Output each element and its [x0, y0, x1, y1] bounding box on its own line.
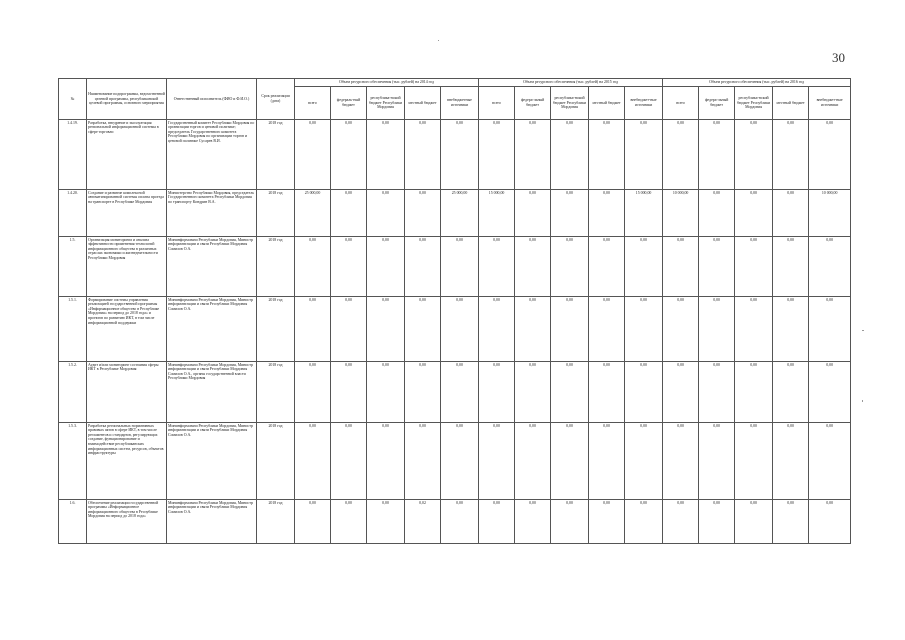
value-cell: 0,00 [663, 237, 699, 297]
table-row [59, 500, 851, 544]
table-row [59, 120, 851, 190]
row-number: 1.5.2. [59, 362, 87, 423]
value-cell: 0,00 [441, 500, 479, 544]
value-cell: 0,00 [331, 120, 367, 190]
header-group-2015: Объем ресурсного обеспечения (тыс. рублей) на 2015 год [479, 79, 663, 87]
value-cell: 0,00 [479, 120, 515, 190]
page-number: 30 [832, 50, 845, 65]
value-cell: 0,02 [405, 500, 441, 544]
row-number: 1.5. [59, 237, 87, 297]
value-cell: 0,00 [663, 500, 699, 544]
value-cell: 0,00 [589, 362, 625, 423]
scan-mark [862, 400, 863, 402]
value-cell: 0,00 [699, 423, 735, 500]
value-cell: 0,00 [405, 423, 441, 500]
subheader-2014: внебюджетные источники [441, 87, 479, 120]
scan-mark [438, 40, 439, 41]
value-cell: 0,00 [367, 500, 405, 544]
value-cell: 0,00 [441, 297, 479, 362]
value-cell: 0,00 [295, 423, 331, 500]
subheader-2016: республика-нский бюджет Республики Мордовия [735, 87, 773, 120]
row-name: Аудит и/или мониторинг состояния сферы ИКТ в Республике Мордовия [87, 362, 167, 423]
value-cell: 0,00 [625, 237, 663, 297]
row-number: 1.6. [59, 500, 87, 544]
value-cell: 15 000,00 [479, 190, 515, 237]
value-cell: 0,00 [773, 423, 809, 500]
value-cell: 0,00 [663, 297, 699, 362]
value-cell: 0,00 [735, 297, 773, 362]
value-cell: 0,00 [441, 362, 479, 423]
value-cell: 0,00 [295, 500, 331, 544]
value-cell: 0,00 [625, 120, 663, 190]
header-group-2016: Объем ресурсного обеспечения (тыс. рублей) на 2016 год [663, 79, 851, 87]
row-name: Разработка, внедрение и эксплуатация региональной информационной системы в сфере торговли [87, 120, 167, 190]
subheader-2016: внебюджет-ные источники [809, 87, 851, 120]
row-executor: Мининформсвязи Республики Мордовия, Министр информатизации и связи Республики Мордовия Сомилов О.А. [167, 297, 257, 362]
value-cell: 0,00 [551, 297, 589, 362]
table-row [59, 297, 851, 362]
value-cell: 0,00 [515, 297, 551, 362]
value-cell: 0,00 [773, 120, 809, 190]
scan-mark [862, 330, 864, 331]
value-cell: 0,00 [295, 237, 331, 297]
value-cell: 10 000,00 [663, 190, 699, 237]
value-cell: 0,00 [773, 190, 809, 237]
value-cell: 0,00 [367, 297, 405, 362]
value-cell: 0,00 [331, 297, 367, 362]
row-executor: Мининформсвязи Республики Мордовия, Министр информатизации и связи Республики Мордовия Сомилов О.А. [167, 423, 257, 500]
value-cell: 0,00 [589, 237, 625, 297]
value-cell: 0,00 [773, 362, 809, 423]
subheader-2015: республика-нский бюджет Республики Мордовия [551, 87, 589, 120]
subheader-2016: федера-льный бюджет [699, 87, 735, 120]
row-term: 2018 год [257, 423, 295, 500]
row-name: Формирование системы управления реализацией государственной программы «Информационное общество в Республике Мордовия» на период до 2018 года» и проектов по развитию ИКТ, в том числе информационной поддержки [87, 297, 167, 362]
value-cell: 0,00 [479, 237, 515, 297]
row-number: 1.4.20. [59, 190, 87, 237]
subheader-2015: внебюджет-ные источники [625, 87, 663, 120]
row-executor: Государственный комитет Республики Мордовия по организации торгов и ценовой политике; председатель Государственного комитета Республики Мордовия по организации торгов и ценовой политике Сусарев В.И. [167, 120, 257, 190]
row-term: 2018 год [257, 362, 295, 423]
row-number: 1.5.3. [59, 423, 87, 500]
value-cell: 0,00 [295, 120, 331, 190]
row-name: Организация мониторинга и анализа эффективности применения технологий информационного общества в различных отраслях экономики и жизнедеятельности Республики Мордовия [87, 237, 167, 297]
value-cell: 0,00 [735, 362, 773, 423]
subheader-2014: республика-нский бюджет Республики Мордовия [367, 87, 405, 120]
subheader-2014: федераль-ный бюджет [331, 87, 367, 120]
subheader-2015: местный бюджет [589, 87, 625, 120]
value-cell: 0,00 [809, 237, 851, 297]
value-cell: 0,00 [625, 500, 663, 544]
value-cell: 0,00 [331, 423, 367, 500]
value-cell: 0,00 [479, 500, 515, 544]
table-row [59, 190, 851, 237]
value-cell: 0,00 [699, 237, 735, 297]
value-cell: 0,00 [773, 500, 809, 544]
value-cell: 0,00 [331, 237, 367, 297]
value-cell: 0,00 [551, 120, 589, 190]
value-cell: 0,00 [625, 362, 663, 423]
subheader-2015: федера-льный бюджет [515, 87, 551, 120]
value-cell: 0,00 [699, 500, 735, 544]
row-number: 1.5.1. [59, 297, 87, 362]
value-cell: 0,00 [735, 120, 773, 190]
value-cell: 0,00 [809, 500, 851, 544]
value-cell: 0,00 [809, 362, 851, 423]
row-executor: Мининформсвязи Республики Мордовия, Министр информатизации и связи Республики Мордовия Сомилов О.А., органы государственной власти Республики Мордовия [167, 362, 257, 423]
subheader-2016: местный бюджет [773, 87, 809, 120]
value-cell: 0,00 [589, 120, 625, 190]
value-cell: 0,00 [663, 423, 699, 500]
header-term: Срок реализации (дата) [257, 79, 295, 120]
value-cell: 0,00 [367, 362, 405, 423]
value-cell: 25 000,00 [295, 190, 331, 237]
value-cell: 15 000,00 [625, 190, 663, 237]
row-term: 2018 год [257, 297, 295, 362]
value-cell: 0,00 [479, 297, 515, 362]
value-cell: 0,00 [699, 362, 735, 423]
row-name: Обеспечение реализации государственной программы «Информационное информационного общества в Республике Мордовия на период до 2018 года» [87, 500, 167, 544]
value-cell: 0,00 [331, 190, 367, 237]
value-cell: 0,00 [551, 237, 589, 297]
value-cell: 0,00 [625, 423, 663, 500]
value-cell: 0,00 [699, 190, 735, 237]
row-name: Создание и развитие комплексной автоматизированной системы оплаты проезда на транспорте в Республике Мордовия [87, 190, 167, 237]
value-cell: 0,00 [295, 297, 331, 362]
value-cell: 0,00 [515, 120, 551, 190]
value-cell: 0,00 [515, 237, 551, 297]
value-cell: 25 000,00 [441, 190, 479, 237]
value-cell: 0,00 [515, 500, 551, 544]
value-cell: 0,00 [735, 190, 773, 237]
value-cell: 0,00 [515, 423, 551, 500]
value-cell: 0,00 [479, 362, 515, 423]
value-cell: 0,00 [699, 120, 735, 190]
table-row [59, 362, 851, 423]
value-cell: 0,00 [699, 297, 735, 362]
row-term: 2018 год [257, 190, 295, 237]
value-cell: 0,00 [441, 237, 479, 297]
row-term: 2018 год [257, 237, 295, 297]
value-cell: 0,00 [773, 297, 809, 362]
row-term: 2018 год [257, 120, 295, 190]
value-cell: 0,00 [551, 500, 589, 544]
value-cell: 0,00 [589, 423, 625, 500]
value-cell: 0,00 [367, 190, 405, 237]
resource-table [58, 78, 851, 544]
table-row [59, 423, 851, 500]
value-cell: 0,00 [479, 423, 515, 500]
value-cell: 0,00 [735, 237, 773, 297]
value-cell: 0,00 [515, 190, 551, 237]
value-cell: 0,00 [367, 423, 405, 500]
table-row [59, 237, 851, 297]
value-cell: 0,00 [625, 297, 663, 362]
value-cell: 0,00 [515, 362, 551, 423]
value-cell: 0,00 [405, 362, 441, 423]
value-cell: 0,00 [295, 362, 331, 423]
value-cell: 0,00 [331, 500, 367, 544]
value-cell: 0,00 [663, 362, 699, 423]
value-cell: 0,00 [551, 190, 589, 237]
value-cell: 0,00 [589, 190, 625, 237]
value-cell: 0,00 [441, 423, 479, 500]
header-num: № [59, 79, 87, 120]
row-executor: Мининформсвязи Республики Мордовия, Министр информатизации и связи Республики Мордовия Сомилов О.А. [167, 500, 257, 544]
value-cell: 0,00 [405, 297, 441, 362]
header-executor: Ответственный исполнитель (ФИО и Ф.И.О.) [167, 79, 257, 120]
subheader-2015: всего [479, 87, 515, 120]
row-executor: Мининформсвязи Республики Мордовия, Министр информатизации и связи Республики Мордовия Сомилов О.А. [167, 237, 257, 297]
value-cell: 0,00 [663, 120, 699, 190]
subheader-2014: всего [295, 87, 331, 120]
value-cell: 0,00 [809, 423, 851, 500]
value-cell: 0,00 [405, 190, 441, 237]
value-cell: 0,00 [405, 237, 441, 297]
row-term: 2018 год [257, 500, 295, 544]
value-cell: 0,00 [809, 297, 851, 362]
value-cell: 0,00 [367, 120, 405, 190]
value-cell: 0,00 [405, 120, 441, 190]
value-cell: 0,00 [551, 362, 589, 423]
header-group-2014: Объем ресурсного обеспечения (тыс. рублей) на 2014 год [295, 79, 479, 87]
value-cell: 10 000,00 [809, 190, 851, 237]
value-cell: 0,00 [331, 362, 367, 423]
row-name: Разработка региональных нормативных правовых актов в сфере ИКТ, в том числе регламентов и стандартов, регулирующих создание, функционирование и взаимодействие республиканских информационных систем, ресурсов, объектов инфраструктуры [87, 423, 167, 500]
value-cell: 0,00 [441, 120, 479, 190]
row-number: 1.4.19. [59, 120, 87, 190]
subheader-2014: местный бюджет [405, 87, 441, 120]
value-cell: 0,00 [773, 237, 809, 297]
value-cell: 0,00 [589, 297, 625, 362]
header-name: Наименование подпрограммы, ведомственной целевой программы, республиканской целевой программы, основного мероприятия [87, 79, 167, 120]
subheader-2016: всего [663, 87, 699, 120]
value-cell: 0,00 [589, 500, 625, 544]
value-cell: 0,00 [809, 120, 851, 190]
value-cell: 0,00 [735, 500, 773, 544]
value-cell: 0,00 [367, 237, 405, 297]
value-cell: 0,00 [735, 423, 773, 500]
row-executor: Министерство Республики Мордовия, председатель Государственного комитета Республики Мордовия по транспорту Кондрин В.А. [167, 190, 257, 237]
value-cell: 0,00 [551, 423, 589, 500]
